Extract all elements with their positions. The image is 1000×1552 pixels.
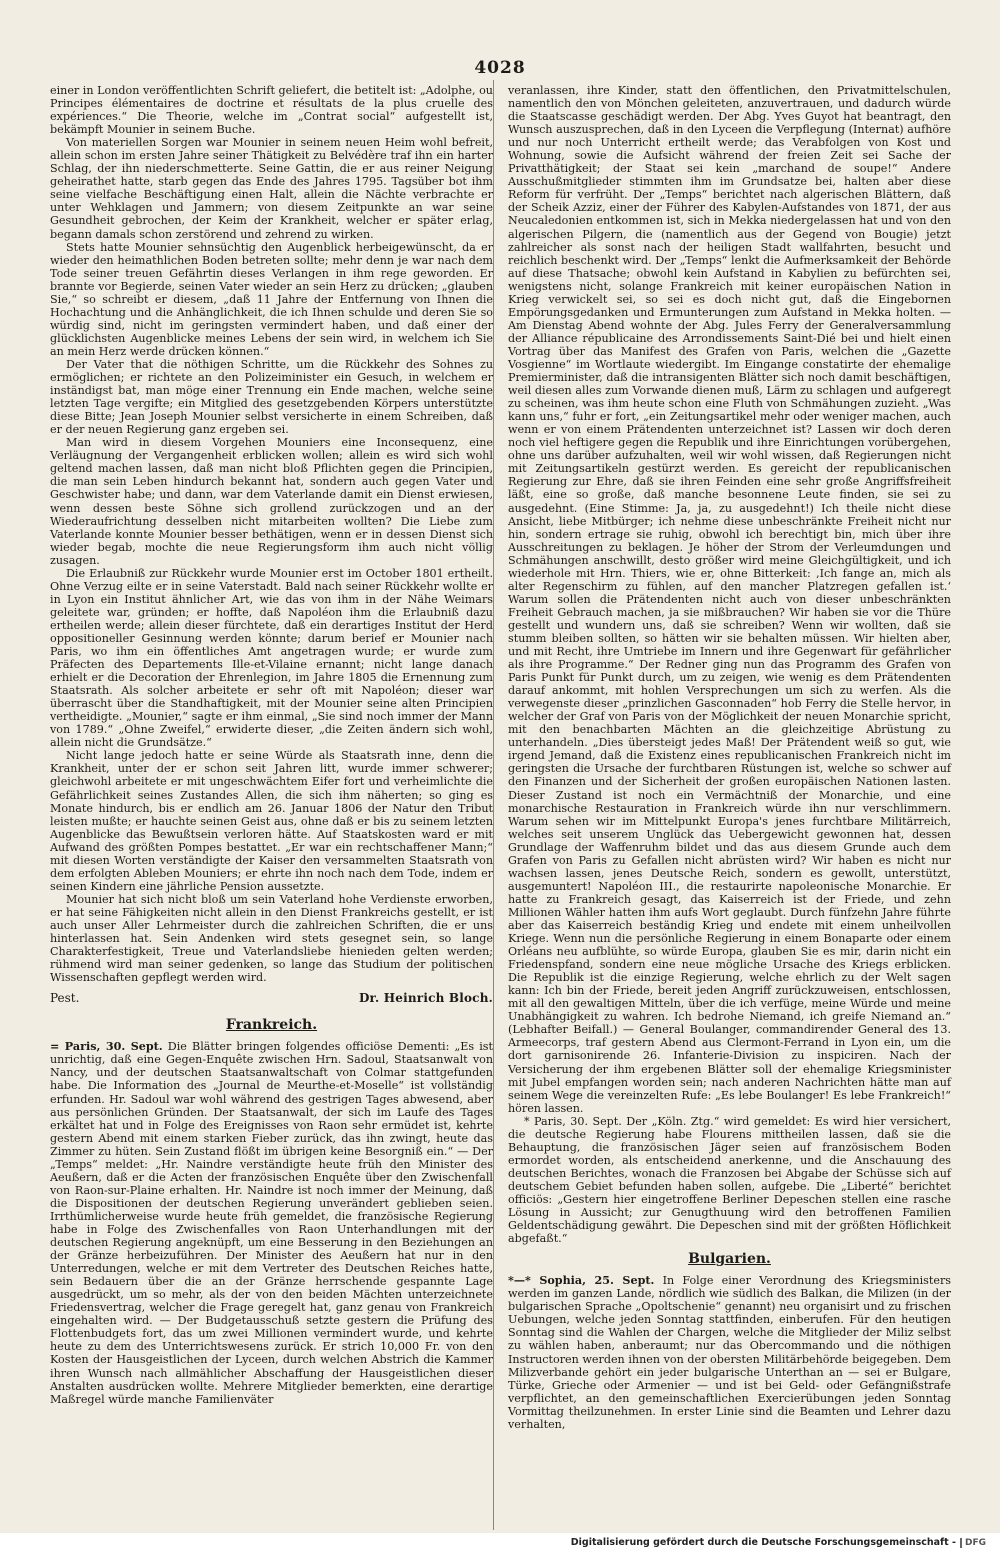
article-signature <box>50 992 493 1005</box>
article-paragraph: Von materiellen Sorgen war Mounier in seinem neuen Heim wohl befreit, allein schon im ersten Jahre seiner Thätigkeit zu Belvédère traf ihn ein harter Schlag, der ihn niederschmetterte. Seine Gattin, die er aus reiner Neigung geheirathet hatte, starb gegen das Ende des Jahres 1795. Tagsüber bot ihm seine vielfache Beschäftigung einen Halt, allein die Nächte verbrachte er unter Wehklagen und Jammern; von diesem Zeitpunkte an war seine Gesundheit gebrochen, der Keim der Krankheit, welcher er später erlag, begann damals schon zerstörend und zehrend zu wirken. <box>50 136 493 241</box>
page-number: 4028 <box>474 58 526 78</box>
news-text: Die Blätter bringen folgendes officiöse Dementi: „Es ist unrichtig, daß eine Gegen-Enquête zwischen Hrn. Sadoul, Staatsanwalt von Nancy, und der deutschen Staatsanwaltschaft von Colmar stattgefunden habe. Die Information des „Journal de Meurthe-et-Moselle“ ist vollständig erfunden. Hr. Sadoul war wohl während des gestrigen Tages abwesend, aber aus persönlichen Gründen. Der Staatsanwalt, der sich im Laufe des Tages erkältet hat und in Folge des Ereignisses von Raon sehr ermüdet ist, kehrte gestern Abend mit einem starken Fieber zurück, das ihn zwingt, heute das Zimmer zu hüten. Sein Zustand flößt im übrigen keine Besorgniß ein.“ — Der „Temps“ meldet: „Hr. Naindre verständigte heute früh den Minister des Aeußern, daß er die Acten der französischen Enquête über den Zwischenfall von Raon-sur-Plaine erhalten. Hr. Naindre ist noch immer der Meinung, daß die Dispositionen der deutschen Regierung unverändert geblieben seien. Irrthümlicherweise wurde heute früh gemeldet, die französische Regierung habe in Folge des Zwischenfalles von Raon Unterhandlungen mit der deutschen Regierung angeknüpft, um eine Besserung in den Beziehungen an der Gränze herbeizuführen. Der Minister des Aeußern hat nur in den Unterredungen, welche er mit dem Vertreter des Deutschen Reiches hatte, sein Bedauern über die an der Gränze herrschende gespannte Lage ausgedrückt, um so mehr, als der von den beiden Mächten unterzeichnete Friedensvertrag, welcher die Frage geregelt hat, ganz genau von Frankreich eingehalten wird. — Der Budgetausschuß setzte gestern die Prüfung des Flottenbudgets fort, das um zwei Millionen vermindert wurde, und kehrte heute zu dem des Unterrichtswesens zurück. Er strich 10,000 Fr. von den Kosten der Hausgeistlichen der Lyceen, durch welchen Abstrich die Kammer ihren Wunsch nach allmählicher Abschaffung der Hausgeistlichen dieser Anstalten ausdrücken wollte. Mehrere Mitglieder bemerkten, eine derartige Maßregel würde manche Familienväter <box>50 1040 493 1406</box>
column-divider <box>493 80 494 1530</box>
dateline: = Paris, 30. Sept. <box>50 1040 163 1054</box>
article-paragraph: Man wird in diesem Vorgehen Mouniers eine Inconsequenz, eine Verläugnung der Vergangenheit erblicken wollen; allein es wird sich wohl geltend machen lassen, daß man nicht bloß Pflichten gegen die Principien, die man sein Leben hindurch bekannt hat, sondern auch gegen Vater und Geschwister habe; und dann, war dem Vaterlande damit ein Dienst erwiesen, wenn dessen beste Söhne sich grollend zurückzogen und an der Wiederaufrichtung desselben nicht mitarbeiten wollten? Die Liebe zum Vaterlande konnte Mounier besser bethätigen, wenn er in dessen Dienst sich wieder begab, mochte die neue Regierungsform ihm auch nicht völlig zusagen. <box>50 436 493 567</box>
signature-place: Pest. <box>50 991 80 1006</box>
article-paragraph: Mounier hat sich nicht bloß um sein Vaterland hohe Verdienste erworben, er hat seine Fähigkeiten nicht allein in den Dienst Frankreichs gestellt, er ist auch unser Aller Lehrmeister durch die zahlreichen Schriften, die er uns hinterlassen hat. Sein Andenken wird stets gesegnet sein, so lange Charakterfestigkeit, Treue und Vaterlandsliebe hienieden gelten werden; rühmend wird man seiner gedenken, so lange das Studium der politischen Wissenschaften gepflegt werden wird. <box>50 892 493 985</box>
news-paragraph <box>50 1040 493 1405</box>
dfg-logo-icon: DFG <box>960 1538 986 1548</box>
signature-author: Dr. Heinrich Bloch. <box>358 991 493 1006</box>
article-paragraph: Der Vater that die nöthigen Schritte, um die Rückkehr des Sohnes zu ermöglichen; er richtete an den Polizeiminister ein Gesuch, in welchem er inständigst bat, man möge einer Trennung ein Ende machen, welche seine letzten Tage vergifte; ein Mitglied des gesetzgebenden Körpers unterstützte diese Bitte; Jean Joseph Mounier selbst versicherte in einem Schreiben, daß er der neuen Regierung ganz ergeben sei. <box>50 357 493 437</box>
article-paragraph: veranlassen, ihre Kinder, statt den öffentlichen, den Privatmittelschulen, namentlich den von Mönchen geleiteten, anzuvertrauen, und dadurch würde die Staatscasse geschädigt werden. Der Abg. Yves Guyot hat beantragt, den Wunsch auszusprechen, daß in den Lyceen die Verpflegung (Internat) aufhöre und nur noch Unterricht ertheilt werde; das Verabfolgen von Kost und Wohnung, sowie die Aufsicht während der freien Zeit sei Sache der Privatthätigkeit; der Staat sei kein „marchand de soupe!“ Andere Ausschußmitglieder stimmten ihm im Grundsatze bei, halten aber diese Reform für verfrüht. Der „Temps“ berichtet nach algerischen Blättern, daß der Scheik Azziz, einer der Führer des Kabylen-Aufstandes von 1871, der aus Neucaledonien entkommen ist, sich in Mekka niedergelassen hat und von den algerischen Pilgern, die (namentlich aus der Gegend von Bougie) jetzt zahlreicher als sonst nach der heiligen Stadt wallfahrten, besucht und reichlich beschenkt wird. Der „Temps“ lenkt die Aufmerksamkeit der Behörde auf diese Thatsache; obwohl kein Aufstand in Kabylien zu befürchten sei, wenigstens nicht, solange Frankreich mit keiner europäischen Nation in Krieg verwickelt sei, so sei es doch nicht gut, daß die Eingebornen Empörungsgedanken und Ermunterungen zum Aufstand in Mekka holten. — Am Dienstag Abend wohnte der Abg. Jules Ferry der Generalversammlung der Alliance républicaine des Arrondissements Saint-Dié bei und hielt einen Vortrag über das Manifest des Grafen von Paris, welchen die „Gazette Vosgienne“ im Wortlaute wiedergibt. Im Eingange constatirte der ehemalige Premierminister, daß die intransigenten Blätter sich noch damit beschäftigen, weil diesen alles zum Vorwande dienen muß, Lärm zu schlagen und aufgeregt zu scheinen, was ihm heute schon eine Fluth von Schmähungen zuzieht. „Was kann uns,“ fuhr er fort, „ein Zeitungsartikel mehr oder weniger machen, auch wenn er von einem Prätendenten unterzeichnet ist? Lassen wir doch deren noch viel heftigere gegen die Republik und ihre Einrichtungen vorübergehen, ohne uns darüber aufzuhalten, weil wir wohl wissen, daß Regierungen nicht mit Zeitungsartikeln gestürzt werden. Es gereicht der republicanischen Regierung zur Ehre, daß sie ihren Feinden eine sehr große Angriffsfreiheit läßt, eine so große, daß manche besonnene Leute finden, sie sei zu ausgedehnt. (Eine Stimme: Ja, ja, zu ausgedehnt!) Ich theile nicht diese Ansicht, liebe Mitbürger; ich nehme diese unbeschränkte Freiheit nicht nur hin, sondern ertrage sie ruhig, obwohl ich berechtigt bin, mich über ihre Ausschreitungen zu beklagen. Je höher der Strom der Verleumdungen und Schmähungen anschwillt, desto größer wird meine Gleichgültigkeit, und ich wiederhole mit Hrn. Thiers, wie er, ohne Bitterkeit: ‚Ich fange an, mich als alter Regenschirm zu fühlen, auf den mancher Platzregen gefallen ist.‘ Warum sollen die Prätendenten nicht auch von dieser unbeschränkten Freiheit Gebrauch machen, ja sie mißbrauchen? Wir haben sie vor die Thüre gestellt und wundern uns, daß sie schreiben? Wenn wir wollten, daß sie stumm bleiben sollten, so hätten wir sie behalten müssen. Wir hielten aber, und mit Recht, ihre Umtriebe im Innern und ihre Gegenwart für gefährlicher als ihre Programme.“ Der Redner ging nun das Programm des Grafen von Paris Punkt für Punkt durch, um zu zeigen, wie wenig es dem Prätendenten darauf ankommt, mit hohlen Versprechungen um sich zu werfen. Als die verwegenste dieser „prinzlichen Gasconnaden“ hob Ferry die Stelle hervor, in welcher der Graf von Paris von der Möglichkeit der neuen Monarchie spricht, mit den benachbarten Mächten an die gleichzeitige Abrüstung zu unterhandeln. „Dies übersteigt jedes Maß! Der Prätendent weiß so gut, wie irgend Jemand, daß die Existenz eines republicanischen Frankreich nicht im geringsten die Ursache der furchtbaren Rüstungen ist, welche so schwer auf den Finanzen und der Sicherheit der großen europäischen Nationen lasten. Dieser Zustand ist noch ein Vermächtniß der Monarchie, und eine monarchische Restauration in Frankreich würde ihn nur verschlimmern. Warum sehen wir im Mittelpunkt Europa's jenes furchtbare Militärreich, welches seit unserem Unglück das Uebergewicht gewonnen hat, dessen Grundlage der Waffenruhm bildet und das aus diesem Grunde auch dem Grafen von Paris zu Gefallen nicht abrüsten wird? Wir haben es nicht nur wachsen lassen, jenes Deutsche Reich, sondern es gewollt, unterstützt, ausgemuntert! Napoléon III., die restaurirte napoleonische Monarchie. Er hatte zu Frankreich gesagt, das Kaiserreich ist der Friede, und zehn Millionen Wähler hatten ihm aufs Wort geglaubt. Durch fünfzehn Jahre führte aber das Kaiserreich beständig Krieg und endete mit einem unheilvollen Kriege. Wenn nun die persönliche Regierung in einem Bonaparte oder einem Orléans neu aufblühte, so würde Europa, glauben Sie es mir, darin nicht ein Friedenspfand, sondern eine neue mögliche Ursache des Kriegs erblicken. Die Republik ist die einzige Regierung, welche ehrlich zu der Welt sagen kann: Ich bin der Friede, bereit jeden Angriff zurückzuweisen, entschlossen, mit all den gewaltigen Mitteln, über die ich verfüge, meine Würde und meine Unabhängigkeit zu wahren. Ich bedrohe Niemand, ich greife Niemand an.“ (Lebhafter Beifall.) — General Boulanger, commandirender General des 13. Armeecorps, traf gestern Abend aus Clermont-Ferrand in Lyon ein, um die dort garnisonirende 26. Infanterie-Division zu inspiciren. Nach der Versicherung der ihm ergebenen Blätter soll der ehemalige Kriegsminister mit Jubel empfangen worden sein; nach anderen Nachrichten hätte man auf seinem Wege die vereinzelten Rufe: „Es lebe Boulanger! Es lebe Frankreich!“ hören lassen. <box>508 84 951 1115</box>
digitization-footer <box>0 1533 1000 1552</box>
article-paragraph: Die Erlaubniß zur Rückkehr wurde Mounier erst im October 1801 ertheilt. Ohne Verzug eilte er in seine Vaterstadt. Bald nach seiner Rückkehr wollte er in Lyon ein Institut ähnlicher Art, wie das von ihm in der Nähe Weimars geleitete war, gründen; er hoffte, daß Napoléon ihm die Erlaubniß dazu ertheilen werde; allein dieser fürchtete, daß ein derartiges Institut der Herd oppositioneller Gesinnung werden könnte; darum berief er Mounier nach Paris, wo ihm ein öffentliches Amt angetragen wurde; er wurde zum Präfecten des Departements Ille-et-Vilaine ernannt; nicht lange danach erhielt er die Decoration der Ehrenlegion, im Jahre 1805 die Ernennung zum Staatsrath. Als solcher arbeitete er sehr oft mit Napoléon; dieser war überrascht über die Standhaftigkeit, mit der Mounier seine alten Principien vertheidigte. „Mounier,“ sagte er ihm einmal, „Sie sind noch immer der Mann von 1789.“ „Ohne Zweifel,“ erwiderte dieser, „die Zeiten ändern sich wohl, allein nicht die Grundsätze.“ <box>50 566 493 750</box>
footer-text: Digitalisierung gefördert durch die Deutsche Forschungsgemeinschaft - <box>570 1537 956 1548</box>
article-paragraph: einer in London veröffentlichten Schrift geliefert, die betitelt ist: „Adolphe, ou Principes élémentaires de doctrine et résultats de la plus cruelle des expériences.“ Die Theorie, welche im „Contrat social“ aufgestellt ist, bekämpft Mounier in seinem Buche. <box>50 84 493 137</box>
left-column <box>50 84 493 1406</box>
dateline: *—* Sophia, 25. Sept. <box>508 1274 655 1288</box>
news-text: In Folge einer Verordnung des Kriegsministers werden im ganzen Lande, nördlich wie südlich des Balkan, die Milizen (in der bulgarischen Sprache „Opoltschenie“ genannt) neu organisirt und zu frischen Uebungen, welche jeden Sonntag stattfinden, einberufen. Für den heutigen Sonntag sind die Wahlen der Chargen, welche die Mitglieder der Miliz selbst zu wählen haben, anberaumt; nur das Obercommando und die nöthigen Instructoren werden ihnen von der obersten Militärbehörde beigegeben. Dem Milizverbande gehört ein jeder bulgarische Unterthan an — sei er Bulgare, Türke, Grieche oder Armenier — und ist bei Geld- oder Gefängnißstrafe verpflichtet, an den gemeinschaftlichen Exercierübungen jeden Sonntag Vormittag theilzunehmen. In erster Linie sind die Beamten und Lehrer dazu verhalten, <box>508 1274 951 1431</box>
right-column <box>508 84 951 1431</box>
section-heading-frankreich: Frankreich. <box>225 1017 318 1034</box>
news-paragraph <box>508 1274 951 1431</box>
section-heading-bulgarien: Bulgarien. <box>688 1251 771 1268</box>
article-paragraph: Nicht lange jedoch hatte er seine Würde als Staatsrath inne, denn die Krankheit, unter der er schon seit Jahren litt, wurde immer schwerer; gleichwohl arbeitete er mit ungeschwächtem Eifer fort und verheimlichte die Gefährlichkeit seines Zustandes Allen, die sich ihm näherten; so ging es Monate hindurch, bis er endlich am 26. Januar 1806 der Natur den Tribut leisten mußte; er hauchte seinen Geist aus, ohne daß er bis zu seinem letzten Augenblicke das Bewußtsein verloren hätte. Auf Staatskosten ward er mit Aufwand des größten Pompes bestattet. „Er war ein rechtschaffener Mann;“ mit diesen Worten verständigte der Kaiser den versammelten Staatsrath von dem erfolgten Ableben Mouniers; er ehrte ihn noch nach dem Tode, indem er seinen Kindern eine jährliche Pension aussetzte. <box>50 749 493 893</box>
article-paragraph: Stets hatte Mounier sehnsüchtig den Augenblick herbeigewünscht, da er wieder den heimathlichen Boden betreten sollte; mehr denn je war nach dem Tode seiner treuen Gefährtin dieses Verlangen in ihm rege geworden. Er brannte vor Begierde, seinen Vater wieder an sein Herz zu drücken; „glauben Sie,“ so schreibt er diesem, „daß 11 Jahre der Entfernung von Ihnen die Hochachtung und die Anhänglichkeit, die ich Ihnen schulde und deren Sie so würdig sind, nicht im geringsten vermindert haben, und daß einer der glücklichsten Augenblicke meines Lebens der sein wird, in welchem ich Sie an mein Herz werde drücken können.“ <box>50 240 493 358</box>
news-paragraph: * Paris, 30. Sept. Der „Köln. Ztg.“ wird gemeldet: Es wird hier versichert, die deutsche Regierung habe Flourens mittheilen lassen, daß sie die Behauptung, die französischen Jäger seien auf französischem Boden ermordet worden, als entscheidend anerkenne, und die Anschauung des deutschen Berichtes, wonach die Franzosen bei Abgabe der Schüsse sich auf deutschem Gebiet befunden haben sollen, aufgebe. Die „Liberté“ berichtet officiös: „Gestern hier eingetroffene Berliner Depeschen stellen eine rasche Lösung in Aussicht; zur Genugthuung wird den betroffenen Familien Geldentschädigung gewährt. Die Depeschen sind mit der größten Höflichkeit abgefaßt.“ <box>508 1114 951 1246</box>
